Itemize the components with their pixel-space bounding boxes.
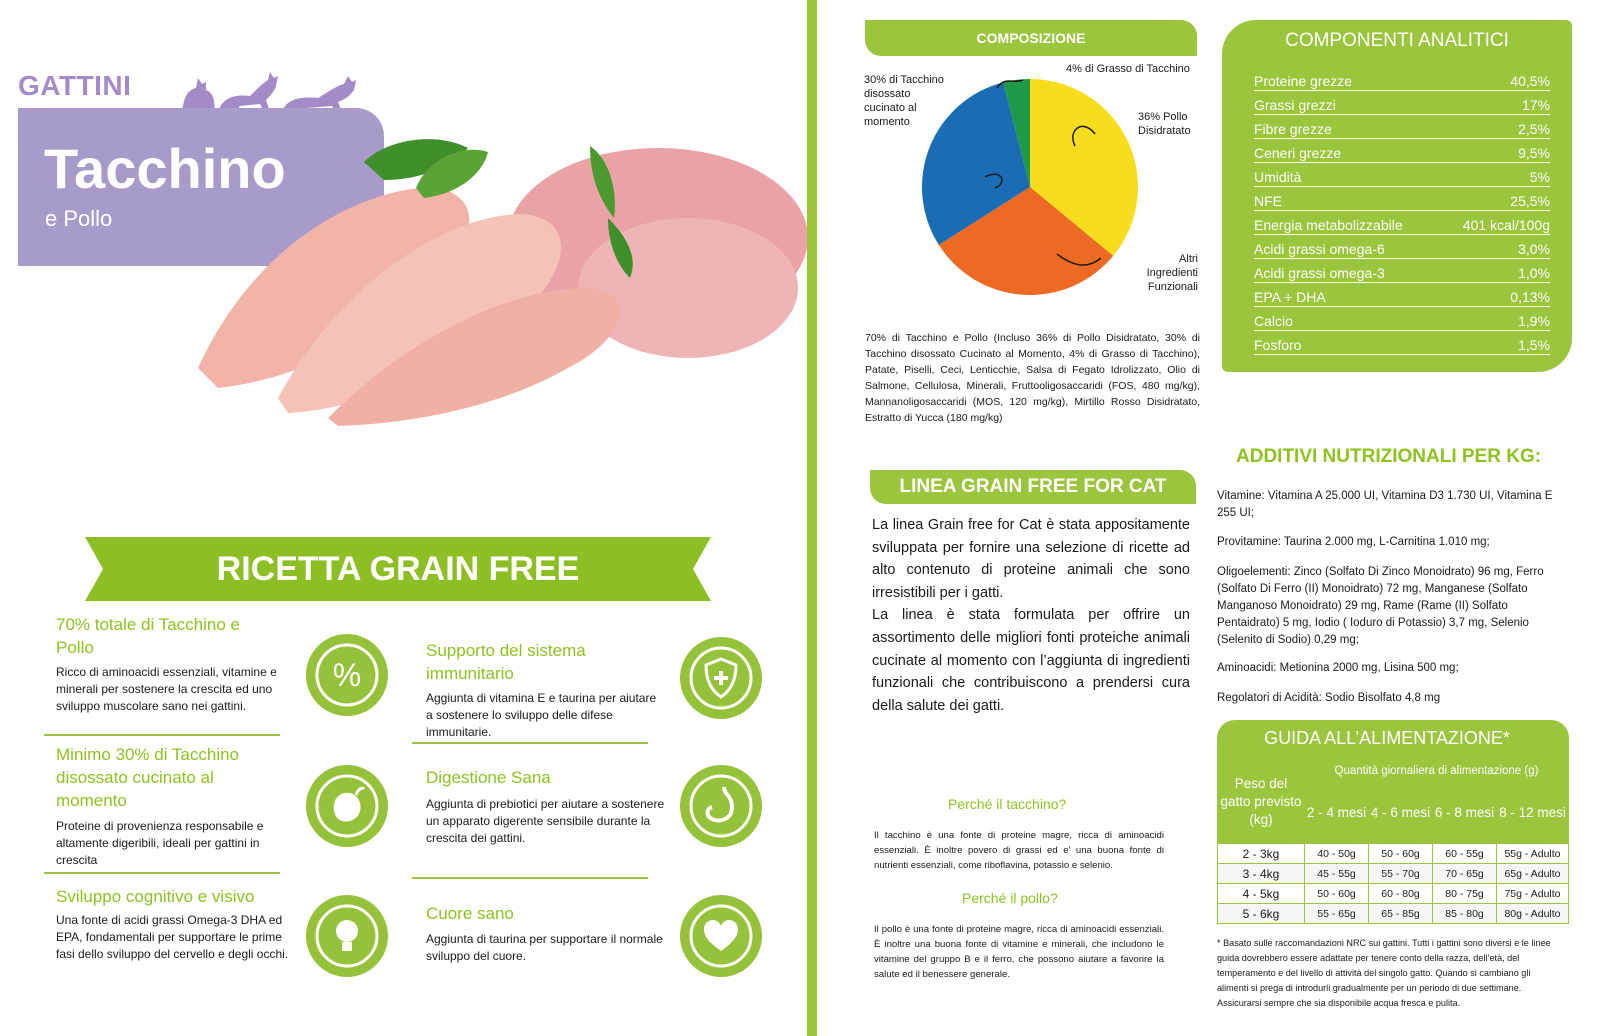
table-cell-quantity: 75g - Adulto [1497, 884, 1569, 904]
table-cell-quantity: 55 - 65g [1305, 904, 1369, 924]
analytic-value: 5% [1529, 168, 1550, 185]
question-turkey: Perché il tacchino? [948, 796, 1067, 812]
page-divider [807, 0, 817, 1036]
table-cell-quantity: 60 - 80g [1369, 884, 1433, 904]
additives-aminoacidi: Aminoacidi: Metionina 2000 mg, Lisina 500 mg; [1217, 662, 1459, 674]
feature-title: Minimo 30% di Tacchino disossato cucinato al momento [56, 745, 239, 810]
analytic-row [1254, 90, 1550, 115]
table-cell-quantity: 50 - 60g [1305, 884, 1369, 904]
heart-icon [680, 895, 762, 977]
table-cell-weight: 2 - 3kg [1218, 844, 1305, 864]
analytic-row [1254, 306, 1550, 331]
additives-regolatori: Regolatori di Acidità: Sodio Bisolfato 4,8 mg [1217, 692, 1441, 704]
table-cell-weight: 5 - 6kg [1218, 904, 1305, 924]
additives-oligoelementi: Oligoelementi: Zinco (Solfato Di Zinco Monoidrato) 96 mg, Ferro (Solfato Di Ferro (II) Monoidrato) 72 mg, Manganese (Solfato Manganoso Monoidrato) 29 mg, Rame (Rame (II) Solfato Pentaidrato) 5 mg, Iodio ( Ioduro di Potassio) 3,7 mg, Selenio (Selenito di Sodio) 0,29 mg; [1217, 566, 1544, 646]
table-cell-quantity: 70 - 65g [1433, 864, 1497, 884]
divider [412, 877, 648, 879]
analytic-value: 9,5% [1518, 144, 1550, 161]
analytic-value: 1,5% [1518, 336, 1550, 353]
shield-icon [680, 637, 762, 719]
category-label: GATTINI [18, 70, 132, 101]
analytic-name: EPA + DHA [1254, 288, 1326, 305]
pie-label-altri: Altri Ingredienti Funzionali [1146, 253, 1198, 293]
analytic-row [1254, 210, 1550, 235]
analytic-name: Ceneri grezze [1254, 144, 1342, 161]
feature-title: Cuore sano [426, 904, 514, 923]
linea-header: LINEA GRAIN FREE FOR CAT [870, 470, 1196, 504]
analytic-name: Acidi grassi omega-3 [1254, 264, 1385, 281]
table-row [1218, 904, 1569, 924]
analytic-row [1254, 330, 1550, 355]
analytic-row [1254, 138, 1550, 163]
linea-text [872, 514, 1190, 717]
table-header-quantity: Quantità giornaliera di alimentazione (g) [1305, 761, 1569, 782]
analytic-name: Proteine grezze [1254, 72, 1353, 89]
feature-body: Aggiunta di taurina per supportare il normale sviluppo del cuore. [426, 932, 663, 963]
additives-vitamine: Vitamine: Vitamina A 25.000 UI, Vitamina D3 1.730 UI, Vitamina E 255 UI; [1217, 490, 1553, 519]
table-header-age: 8 - 12 mesi [1497, 782, 1569, 844]
pie-label-tacchino: 30% di Tacchino disossato cucinato al momento [864, 74, 944, 128]
pie-label-grasso: 4% di Grasso di Tacchino [1066, 63, 1190, 75]
table-cell-quantity: 45 - 55g [1305, 864, 1369, 884]
table-header-weight: Peso del gatto previsto (kg) [1218, 761, 1305, 844]
composition-header: COMPOSIZIONE [865, 20, 1197, 56]
table-cell-weight: 4 - 5kg [1218, 884, 1305, 904]
analytic-row [1254, 282, 1550, 307]
divider [44, 872, 280, 874]
feeding-note: * Basato sulle raccomandazioni NRC sui gattini. Tutti i gattini sono diversi e le linee guida dovrebbero essere adattate per tenere conto della razza, dell’età, del temperamento e del livello di attività del singolo gatto. Quando si cambiano gli alimenti si prega di introdurli gradualmente per un periodo di due settimane. Assicurarsi sempre che sia disponibile acqua fresca e pulita. [1217, 938, 1551, 1008]
analytic-row [1254, 66, 1550, 91]
analytic-value: 3,0% [1518, 240, 1550, 257]
table-cell-quantity: 50 - 60g [1369, 844, 1433, 864]
analytic-name: NFE [1254, 192, 1282, 209]
analytic-value: 2,5% [1518, 120, 1550, 137]
pie-label-pollo: 36% Pollo Disidratato [1138, 111, 1191, 137]
analytic-value: 25,5% [1510, 192, 1550, 209]
analytic-value: 1,9% [1518, 312, 1550, 329]
analytic-row [1254, 186, 1550, 211]
analytic-row [1254, 234, 1550, 259]
feature-body: Ricco di aminoacidi essenziali, vitamine e minerali per sostenere la crescita ed uno sviluppo muscolare sano nei gattini. [56, 665, 277, 713]
analytic-value: 40,5% [1510, 72, 1550, 89]
turkey-icon [306, 765, 388, 847]
analytic-name: Energia metabolizzabile [1254, 216, 1403, 233]
composition-text: 70% di Tacchino e Pollo (Incluso 36% di Pollo Disidratato, 30% di Tacchino disossato Cucinato al Momento, 4% di Grasso di Tacchino), Patate, Piselli, Ceci, Lenticchie, Salsa di Fegato Idrolizzato, Olio di Salmone, Cellulosa, Minerali, Fruttooligosaccaridi (FOS, 480 mg/kg), Mannanoligosaccaridi (MOS, 120 mg/kg), Mirtillo Rosso Disidratato, Estratto di Yucca (180 mg/kg) [865, 332, 1200, 424]
analytic-name: Fibre grezze [1254, 120, 1332, 137]
feature-title: Supporto del sistema immunitario [426, 641, 586, 683]
ribbon-title: RICETTA GRAIN FREE [216, 550, 580, 588]
table-cell-quantity: 80g - Adulto [1497, 904, 1569, 924]
table-cell-quantity: 40 - 50g [1305, 844, 1369, 864]
table-row [1218, 884, 1569, 904]
linea-paragraph: La linea Grain free for Cat è stata appositamente sviluppata per fornire una selezione di ricette ad alto contenuto di proteine animali che sono irresistibili per i gatti. [872, 517, 1190, 601]
analytic-name: Calcio [1254, 312, 1293, 329]
analytic-name: Fosforo [1254, 336, 1302, 353]
brain-bulb-icon [306, 895, 388, 977]
page-subtitle: e Pollo [45, 206, 113, 231]
feature-body: Aggiunta di prebiotici per aiutare a sostenere un apparato digerente sensibile durante la crescita dei gattini. [426, 797, 665, 845]
table-row [1218, 864, 1569, 884]
analytic-row [1254, 114, 1550, 139]
table-cell-quantity: 85 - 80g [1433, 904, 1497, 924]
additives-title: ADDITIVI NUTRIZIONALI PER KG: [1236, 446, 1542, 467]
percent-icon [306, 634, 388, 716]
table-cell-quantity: 65 - 85g [1369, 904, 1433, 924]
table-header-age: 2 - 4 mesi [1305, 782, 1369, 844]
feature-body: Proteine di provenienza responsabile e altamente digeribili, ideali per gattini in crescita [56, 819, 264, 867]
analytic-name: Grassi grezzi [1254, 96, 1336, 113]
table-cell-quantity: 55 - 70g [1369, 864, 1433, 884]
feeding-table [1217, 760, 1569, 924]
table-header-age: 6 - 8 mesi [1433, 782, 1497, 844]
divider [44, 734, 280, 736]
table-cell-quantity: 60 - 55g [1433, 844, 1497, 864]
feature-body: Una fonte di acidi grassi Omega-3 DHA ed EPA, fondamentali per supportare le prime fasi dello sviluppo del cervello e degli occhi. [56, 913, 289, 961]
analytic-row [1254, 162, 1550, 187]
table-header-age: 4 - 6 mesi [1369, 782, 1433, 844]
analytic-value: 17% [1521, 96, 1550, 113]
additives-provitamine: Provitamine: Taurina 2.000 mg, L-Carnitina 1.010 mg; [1217, 536, 1490, 548]
meat-photo [188, 118, 808, 438]
divider [412, 742, 648, 744]
linea-paragraph: La linea è stata formulata per offrire un assortimento delle migliori fonti proteiche animali cucinate al momento con l’aggiunta di ingredienti funzionali che contribuiscono a prendersi cura della salute dei gatti. [872, 607, 1190, 714]
feeding-guide-title: GUIDA ALL’ALIMENTAZIONE* [1264, 728, 1510, 748]
page-title: Tacchino [44, 137, 286, 200]
table-row [1218, 844, 1569, 864]
analytic-name: Umidità [1254, 168, 1302, 185]
analytic-title: COMPONENTI ANALITICI [1285, 30, 1509, 51]
analytic-name: Acidi grassi omega-6 [1254, 240, 1385, 257]
table-cell-quantity: 55g - Adulto [1497, 844, 1569, 864]
analytic-value: 401 kcal/100g [1462, 216, 1550, 233]
cats-silhouette-icon [178, 66, 378, 114]
analytic-value: 1,0% [1518, 264, 1550, 281]
table-cell-quantity: 80 - 75g [1433, 884, 1497, 904]
analytic-row [1254, 258, 1550, 283]
table-cell-quantity: 65g - Adulto [1497, 864, 1569, 884]
feature-title: 70% totale di Tacchino e Pollo [56, 615, 240, 657]
answer-chicken: Il pollo è una fonte di proteine magre, ricca di aminoacidi essenziali. È inoltre una buona fonte di vitamine e minerali, che includono le vitamine del gruppo B e il ferro, che possono aiutare a favorire la salute ed il benessere generale. [874, 924, 1164, 980]
stomach-icon [680, 765, 762, 847]
answer-turkey: Il tacchino è una fonte di proteine magre, ricca di aminoacidi essenziali. È inoltre povero di grassi ed e’ una buona fonte di nutrienti essenziali, come riboflavina, potassio e selenio. [874, 830, 1164, 871]
feature-body: Aggiunta di vitamina E e taurina per aiutare a sostenere lo sviluppo delle difese immunitarie. [426, 691, 657, 739]
question-chicken: Perché il pollo? [962, 890, 1058, 906]
feature-title: Sviluppo cognitivo e visivo [56, 887, 255, 906]
table-cell-weight: 3 - 4kg [1218, 864, 1305, 884]
feature-title: Digestione Sana [426, 768, 551, 787]
svg-text:%: % [332, 657, 362, 693]
analytic-value: 0,13% [1510, 288, 1550, 305]
